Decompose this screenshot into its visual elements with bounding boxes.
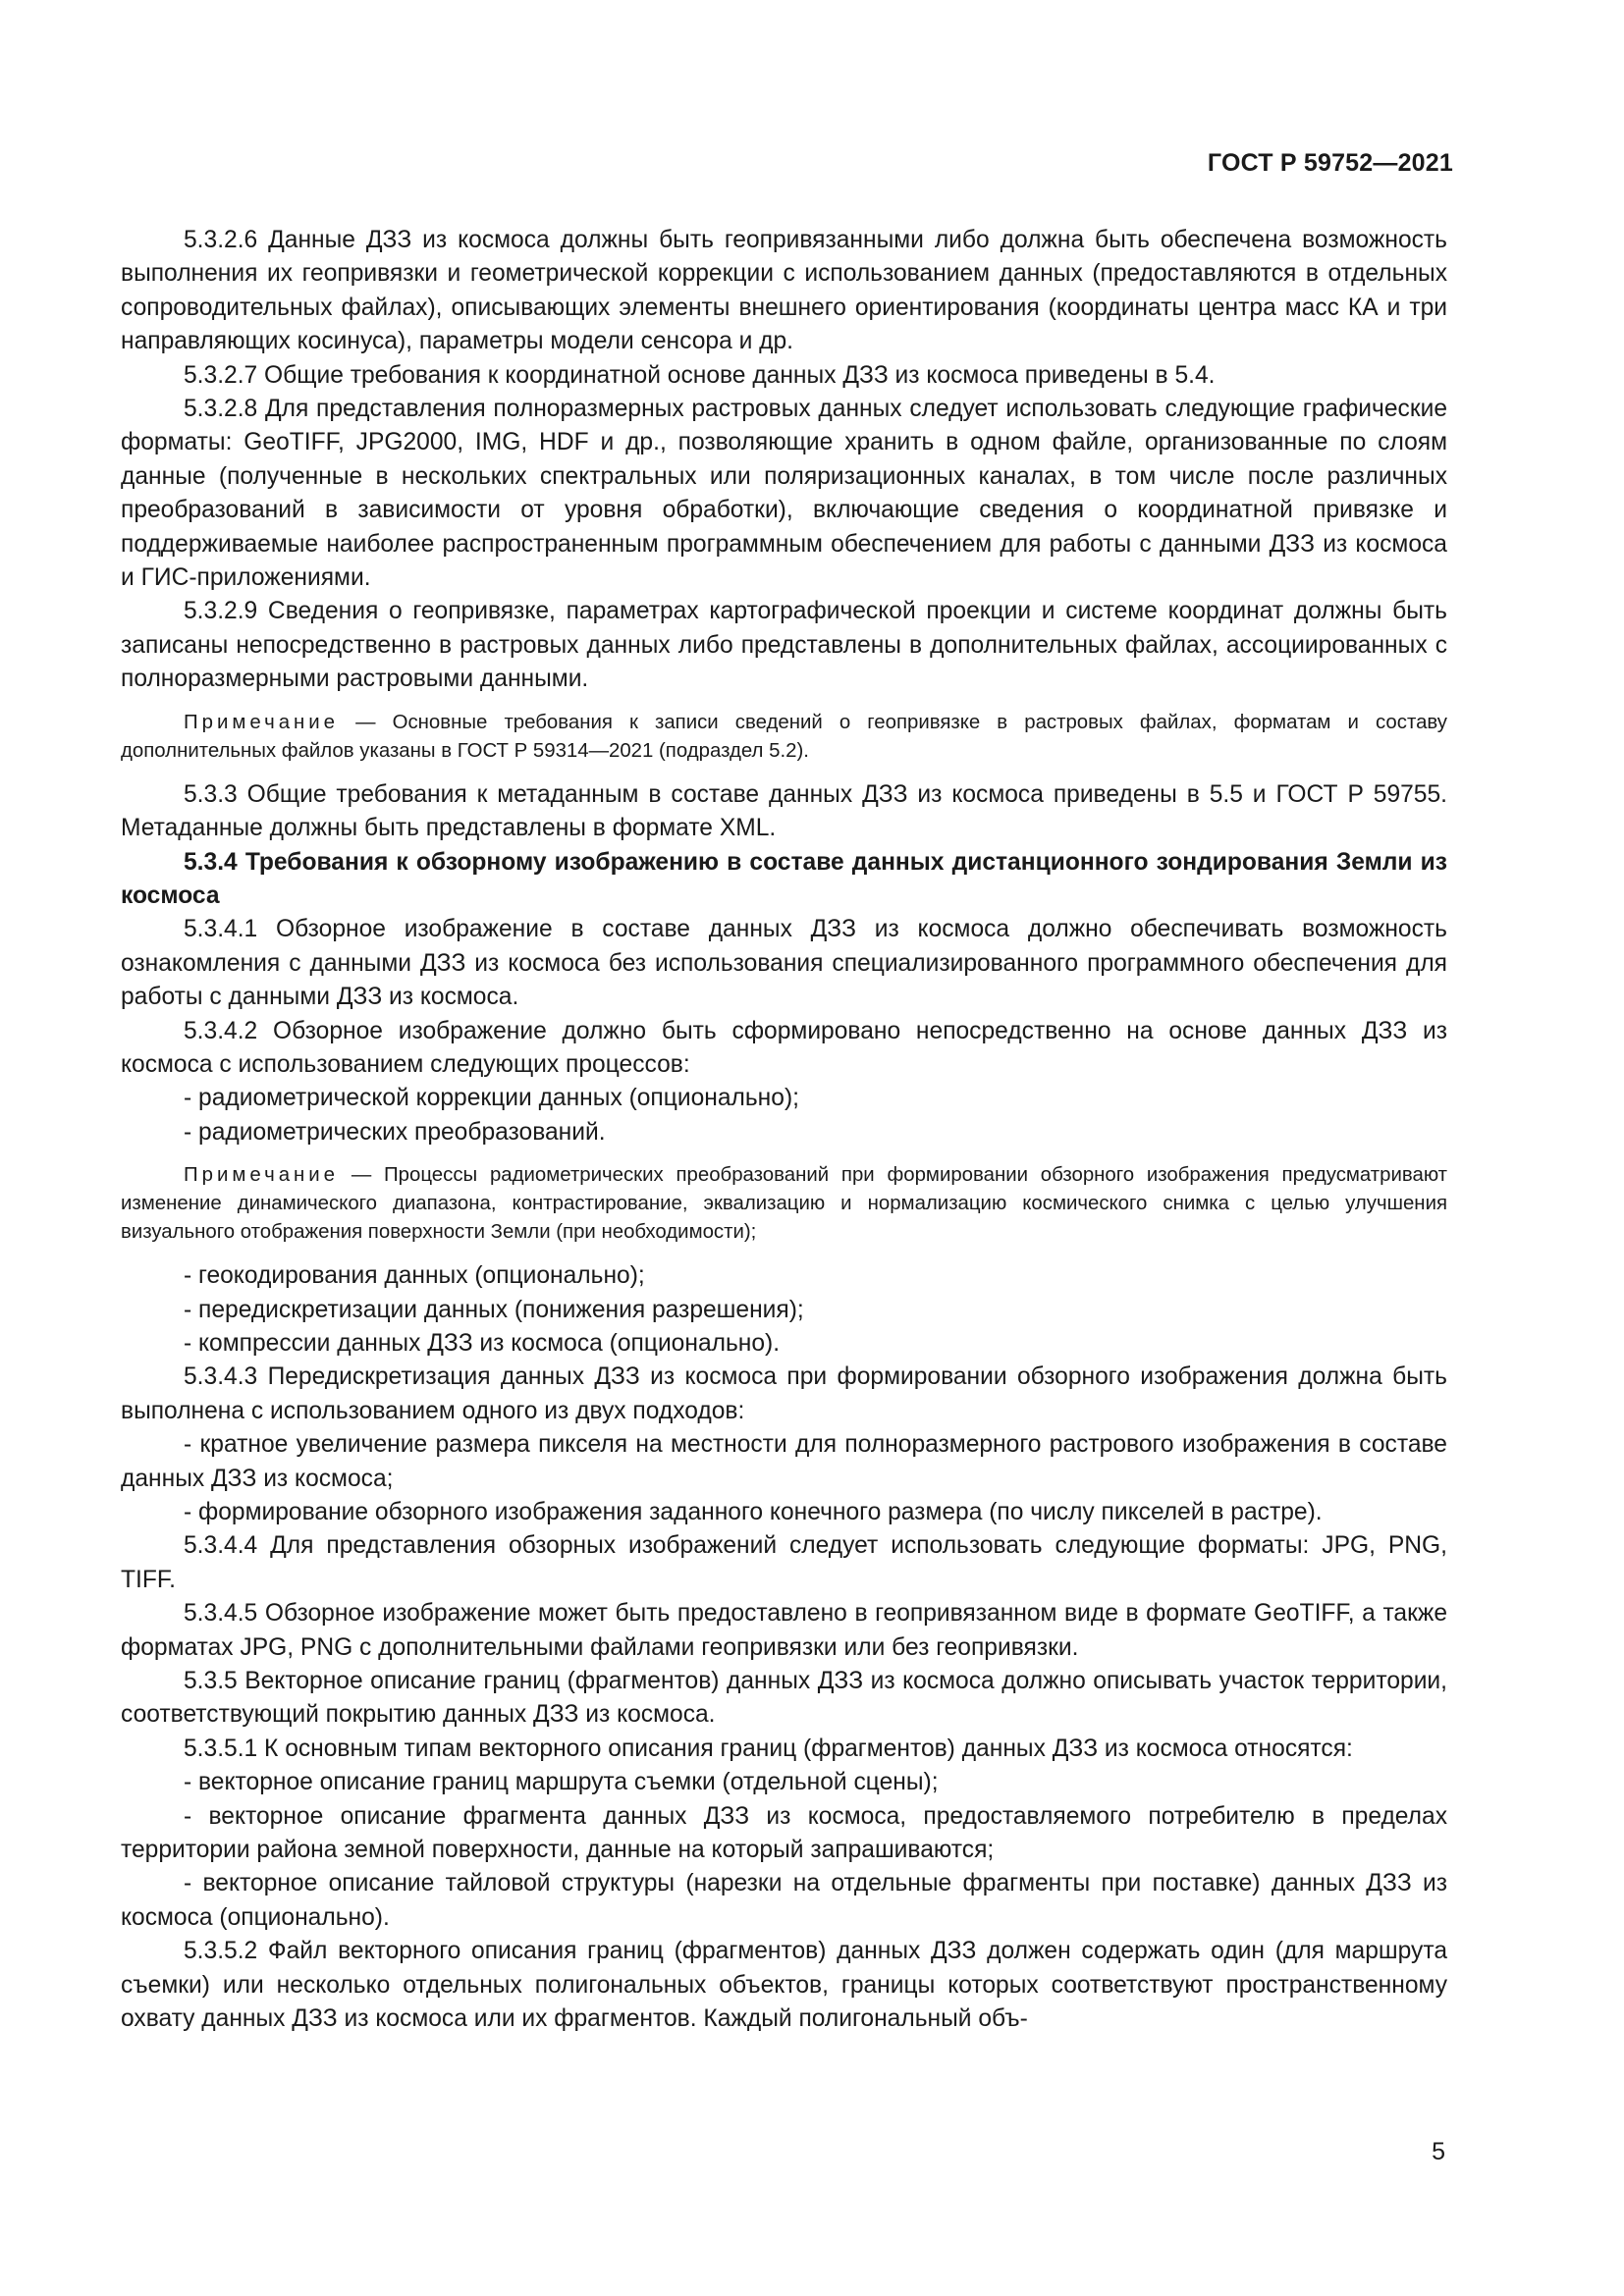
paragraph-5-3-2-8: 5.3.2.8 Для представления полноразмерных растровых данных следует использовать следующие графические форматы: GeoTIFF, JPG2000, IMG, HDF и др., позволяющие хранить в одном файле, организованные по слоям данные (полученные в нескольких спектральных или поляризационных каналах, в том числе после различных преобразований в зависимости от уровня обработки), включающие сведения о координатной привязке и поддерживаемые наиболее распространенным программным обеспечением для работы с данными ДЗЗ из космоса и ГИС-приложениями.	[121, 396, 1447, 592]
paragraph-5-3-5: 5.3.5 Векторное описание границ (фрагментов) данных ДЗЗ из космоса должно описывать участок территории, соответствующий покрытию данных ДЗЗ из космоса.	[121, 1668, 1447, 1729]
paragraph-5-3-2-9: 5.3.2.9 Сведения о геопривязке, параметрах картографической проекции и системе координат должны быть записаны непосредственно в растровых данных либо представлены в дополнительных файлах, ассоциированных с полноразмерными растровыми данными.	[121, 598, 1447, 693]
paragraph-5-3-3: 5.3.3 Общие требования к метаданным в составе данных ДЗЗ из космоса приведены в 5.5 и ГОСТ Р 59755. Метаданные должны быть представлены в формате XML.	[121, 780, 1447, 842]
list-item: - формирование обзорного изображения заданного конечного размера (по числу пикселей в растре).	[184, 1499, 1323, 1525]
list-item: - радиометрических преобразований.	[184, 1118, 606, 1146]
paragraph-5-3-4-4: 5.3.4.4 Для представления обзорных изображений следует использовать следующие форматы: JPG, PNG, TIFF.	[121, 1532, 1447, 1593]
paragraph-5-3-4-3: 5.3.4.3 Передискретизация данных ДЗЗ из космоса при формировании обзорного изображения должна быть выполнена с использованием одного из двух подходов:	[121, 1363, 1447, 1424]
note-text: — Основные требования к записи сведений о геопривязке в растровых файлах, форматам и составу дополнительных файлов указаны в ГОСТ Р 59314—2021 (подраздел 5.2).	[121, 711, 1447, 762]
standard-designation: ГОСТ Р 59752—2021	[1207, 149, 1453, 177]
note-1	[121, 709, 1447, 766]
list-item: - векторное описание тайловой структуры (нарезки на отдельные фрагменты при поставке) данных ДЗЗ из космоса (опционально).	[121, 1870, 1447, 1931]
list-item: - радиометрической коррекции данных (опционально);	[184, 1085, 799, 1112]
paragraph-5-3-4-1: 5.3.4.1 Обзорное изображение в составе данных ДЗЗ из космоса должно обеспечивать возможность ознакомления с данными ДЗЗ из космоса без использования специализированного программного обеспечения для работы с данными ДЗЗ из космоса.	[121, 916, 1447, 1011]
paragraph-5-3-2-6: 5.3.2.6 Данные ДЗЗ из космоса должны быть геопривязанными либо должна быть обеспечена возможность выполнения их геопривязки и геометрической коррекции с использованием данных (предоставляются в отдельных сопроводительных файлах), описывающих элементы внешнего ориентирования (координаты центра масс КА и три направляющих косинуса), параметры модели сенсора и др.	[121, 227, 1447, 355]
paragraph-5-3-5-2: 5.3.5.2 Файл векторного описания границ (фрагментов) данных ДЗЗ должен содержать один (для маршрута съемки) или несколько отдельных полигональных объектов, границы которых соответствуют пространственному охвату данных ДЗЗ из космоса или их фрагментов. Каждый полигональный объ-	[121, 1938, 1447, 2033]
document-body	[121, 224, 1447, 2037]
note-label: Примечание	[184, 711, 340, 733]
paragraph-5-3-5-1: 5.3.5.1 К основным типам векторного описания границ (фрагментов) данных ДЗЗ из космоса относятся:	[184, 1735, 1353, 1762]
list-item: - векторное описание границ маршрута съемки (отдельной сцены);	[184, 1769, 939, 1796]
list-item: - компрессии данных ДЗЗ из космоса (опционально).	[184, 1329, 781, 1357]
note-2	[121, 1161, 1447, 1247]
note-text: — Процессы радиометрических преобразований при формировании обзорного изображения предусматривают изменение динамического диапазона, контрастирование, эквализацию и нормализацию космического снимка с целью улучшения визуального отображения поверхности Земли (при необходимости);	[121, 1164, 1447, 1244]
section-heading-5-3-4: 5.3.4 Требования к обзорному изображению в составе данных дистанционного зондирования Земли из космоса	[121, 848, 1447, 909]
paragraph-5-3-4-2: 5.3.4.2 Обзорное изображение должно быть сформировано непосредственно на основе данных ДЗЗ из космоса с использованием следующих процессов:	[121, 1017, 1447, 1078]
list-item: - передискретизации данных (понижения разрешения);	[184, 1296, 804, 1323]
list-item: - геокодирования данных (опционально);	[184, 1262, 645, 1290]
paragraph-5-3-2-7: 5.3.2.7 Общие требования к координатной основе данных ДЗЗ из космоса приведены в 5.4.	[184, 361, 1216, 389]
list-item: - кратное увеличение размера пикселя на местности для полноразмерного растрового изображения в составе данных ДЗЗ из космоса;	[121, 1431, 1447, 1492]
paragraph-5-3-4-5: 5.3.4.5 Обзорное изображение может быть предоставлено в геопривязанном виде в формате GeoTIFF, а также форматах JPG, PNG с дополнительными файлами геопривязки или без геопривязки.	[121, 1600, 1447, 1661]
page-number: 5	[1432, 2138, 1445, 2165]
note-label: Примечание	[184, 1164, 340, 1187]
list-item: - векторное описание фрагмента данных ДЗЗ из космоса, предоставляемого потребителю в пределах территории района земной поверхности, данные на который запрашиваются;	[121, 1802, 1447, 1864]
